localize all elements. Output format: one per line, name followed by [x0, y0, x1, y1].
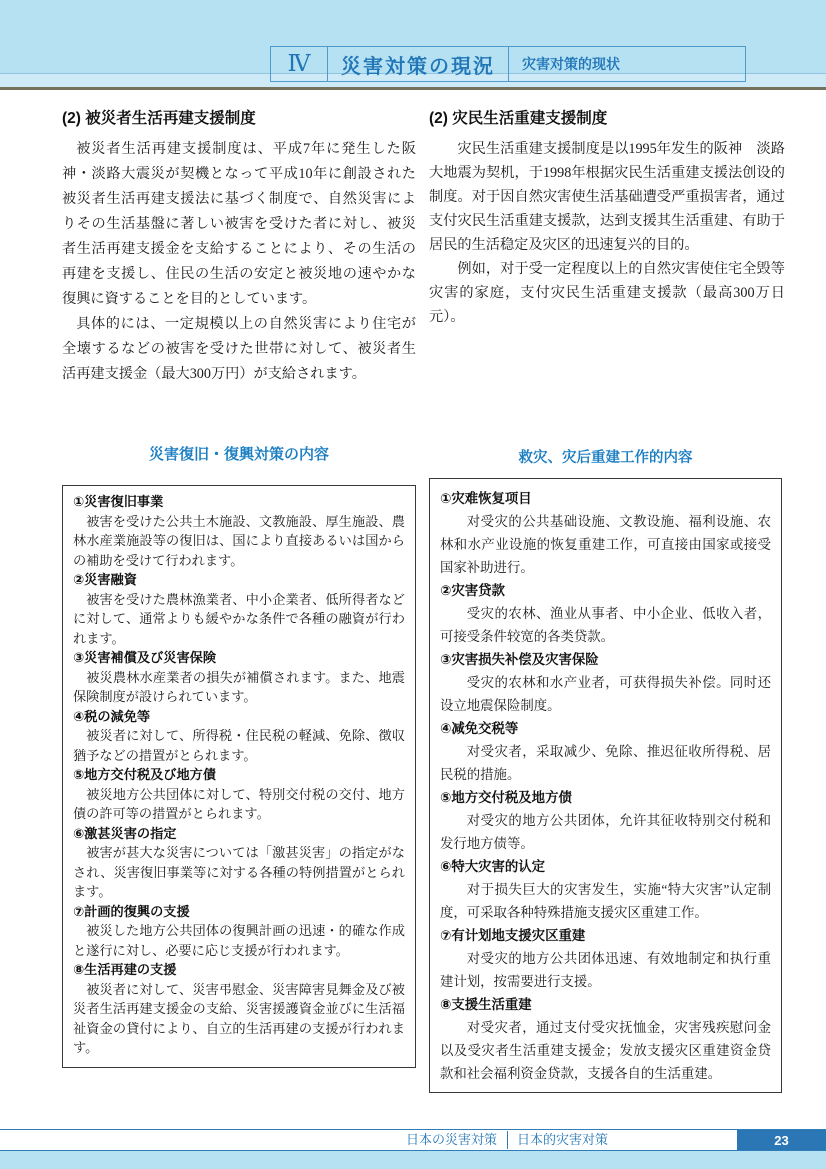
section-heading-chinese: (2) 灾民生活重建支援制度: [429, 110, 608, 127]
item-title: ⑦計画的復興の支援: [73, 903, 190, 919]
item-title: ③灾害损失补偿及灾害保险: [440, 652, 599, 667]
chapter-header-box: [270, 46, 746, 82]
chinese-paragraph: 灾民生活重建支援制度是以1995年发生的阪神 淡路大地震为契机，于1998年根据灾民生活重建支援法创设的制度。对于因自然灾害使生活基础遭受严重损害者，通过支付灾民生活重建支援款，达到支援其生活重建、有助于居民的生活稳定及灾区的迅速复兴的目的。: [429, 141, 785, 253]
item-body: 受灾的农林和水产业者，可获得损失补偿。同时还设立地震保险制度。: [440, 675, 771, 713]
item-body: 被災者に対して、災害弔慰金、災害障害見舞金及び被災者生活再建支援金の支給、災害援護資金並びに生活福祉資金の貸付により、自立的生活再建の支援が行われます。: [73, 981, 405, 1055]
item-body: 对受灾的地方公共团体迅速、有效地制定和执行重建计划，按需要进行支援。: [440, 951, 771, 989]
item-body: 被害が甚大な災害については「激甚災害」の指定がなされ、災害復旧事業等に対する各種の特例措置がとられます。: [73, 845, 405, 899]
item-title: ⑤地方交付税及び地方債: [73, 767, 217, 782]
page-number-badge: 23: [737, 1130, 826, 1150]
item-body: 对于损失巨大的灾害发生，实施“特大灾害”认定制度，可采取各种特殊措施支援灾区重建工作。: [440, 882, 771, 920]
item-body: 受灾的农林、渔业从事者、中小企业、低收入者，可接受条件较宽的各类贷款。: [440, 606, 771, 644]
item-title: ②災害融資: [73, 572, 137, 587]
japanese-paragraph: 被災者生活再建支援制度は、平成7年に発生した阪神・淡路大震災が契機となって平成10年に創設された被災者生活再建支援法に基づく制度で、自然災害によりその生活基盤に著しい被害を受けた者に対し、被災者生活再建支援金を支給することにより、その生活の再建を支援し、住民の生活の安定と被災地の速やかな復興に資することを目的としています。: [62, 141, 416, 307]
footer-band: [0, 1129, 826, 1151]
item-title: ②灾害贷款: [440, 583, 505, 598]
item-body: 被災者に対して、所得税・住民税の軽減、免除、徴収猶予などの措置がとられます。: [73, 728, 405, 763]
item-title: ⑤地方交付税及地方债: [440, 790, 572, 805]
japanese-paragraph: 具体的には、一定規模以上の自然災害により住宅が全壊するなどの被害を受けた世帯に対して、被災者生活再建支援金（最大300万円）が支給されます。: [62, 316, 416, 382]
chinese-column: [429, 106, 785, 329]
item-body: 对受灾的地方公共团体，允许其征收特别交付税和发行地方债等。: [440, 813, 771, 851]
item-title: ⑥特大灾害的认定: [440, 859, 546, 874]
item-title: ⑥激甚災害の指定: [73, 825, 177, 841]
item-body: 对受灾的公共基础设施、文教设施、福利设施、农林和水产业设施的恢复重建工作，可直接由国家或接受国家补助进行。: [440, 514, 771, 575]
item-body: 对受灾者，通过支付受灾抚恤金，灾害残疾慰问金以及受灾者生活重建支援金；发放支援灾区重建资金贷款和社会福利资金贷款，支援各自的生活重建。: [440, 1020, 771, 1081]
chinese-paragraph: 例如，对于受一定程度以上的自然灾害使住宅全毁等灾害的家庭，支付灾民生活重建支援款（最高300万日元）。: [429, 261, 785, 325]
header-divider-rule: [0, 87, 826, 90]
footer-bottom-strip: [0, 1151, 826, 1169]
item-title: ①灾难恢复项目: [440, 491, 532, 506]
chapter-title-japanese: 災害対策の現況: [328, 47, 509, 81]
header-band: [0, 0, 826, 87]
item-body: 被災農林水産業者の損失が補償されます。また、地震保険制度が設けられています。: [73, 669, 405, 704]
item-body: 被害を受けた公共土木施設、文教施設、厚生施設、農林水産業施設等の復旧は、国により直接あるいは国からの補助を受けて行われます。: [73, 513, 405, 568]
item-body: 被災地方公共団体に対して、特別交付税の交付、地方債の許可等の措置がとられます。: [73, 786, 405, 821]
chapter-numeral: Ⅳ: [271, 47, 328, 81]
footer-title-chinese: 日本的灾害对策: [517, 1132, 609, 1147]
item-title: ③災害補償及び災害保険: [73, 650, 217, 665]
section-heading-japanese: (2) 被災者生活再建支援制度: [62, 110, 256, 127]
item-body: 对受灾者，采取减少、免除、推迟征收所得税、居民税的措施。: [440, 744, 771, 782]
box-title-chinese: 救灾、灾后重建工作的内容: [518, 450, 693, 466]
item-title: ⑧生活再建の支援: [73, 962, 177, 977]
item-title: ④税の減免等: [73, 708, 151, 724]
japanese-column: [62, 106, 416, 387]
item-title: ④减免交税等: [440, 721, 519, 736]
measures-box-japanese: [62, 485, 416, 1068]
box-title-japanese: 災害復旧・復興対策の内容: [148, 446, 329, 463]
footer-divider: [507, 1131, 508, 1149]
item-body: 被害を受けた農林漁業者、中小企業者、低所得者などに対して、通常よりも緩やかな条件で各種の融資が行われます。: [73, 591, 405, 646]
item-title: ①災害復旧事業: [73, 494, 164, 509]
item-title: ⑦有计划地支援灾区重建: [440, 928, 586, 943]
footer-title-japanese: 日本の災害対策: [405, 1132, 497, 1147]
chapter-title-chinese: 灾害对策的现状: [522, 56, 620, 72]
measures-box-chinese: [429, 478, 782, 1093]
item-body: 被災した地方公共団体の復興計画の迅速・的確な作成と遂行に対し、必要に応じ支援が行われます。: [73, 923, 405, 958]
item-title: ⑧支援生活重建: [440, 997, 532, 1012]
